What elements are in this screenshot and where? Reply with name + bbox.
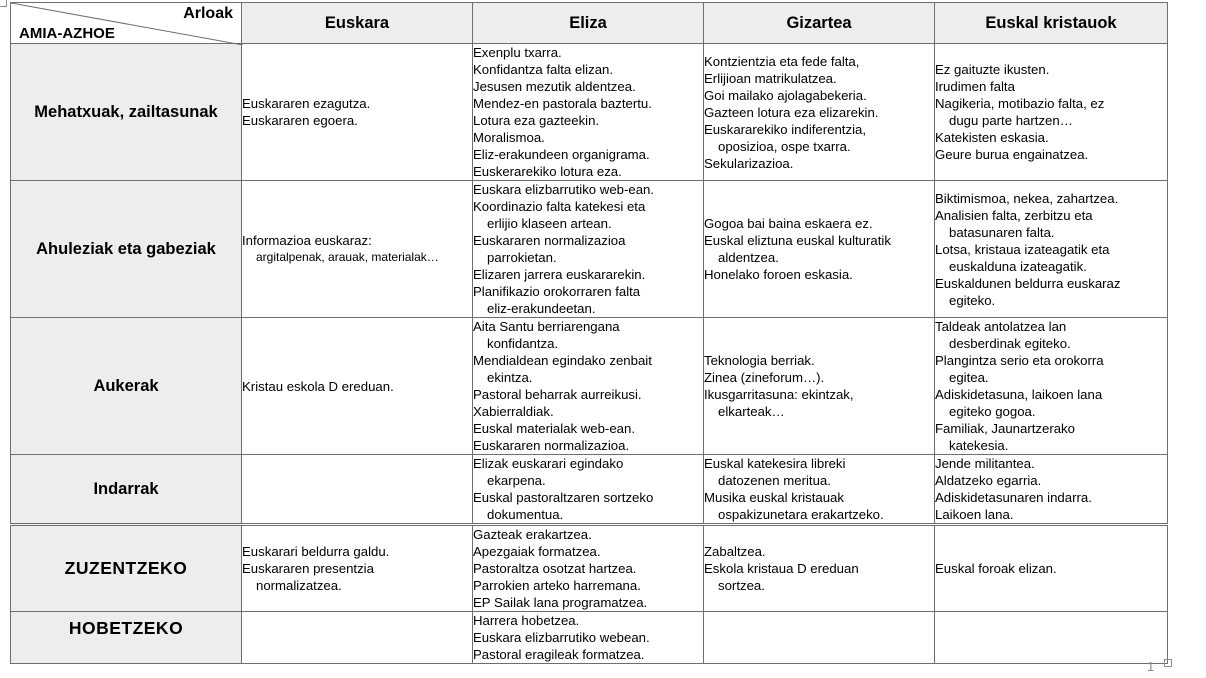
cell-item-text: Ikusgarritasuna: ekintzak,	[704, 387, 854, 402]
cell-item	[473, 646, 703, 663]
cell-item	[704, 352, 934, 369]
table-cell	[242, 318, 473, 455]
cell-item-text: Aldatzeko egarria.	[935, 473, 1042, 488]
cell-item-text: Irudimen falta	[935, 79, 1015, 94]
cell-item-text: Elizaren jarrera euskararekin.	[473, 267, 646, 282]
cell-item-continuation: argitalpenak, arauak, materialak…	[256, 250, 439, 264]
cell-item	[473, 403, 703, 420]
cell-item	[704, 104, 934, 121]
cell-item	[704, 53, 934, 70]
table-cell	[935, 44, 1168, 181]
cell-item-text: Katekisten eskasia.	[935, 130, 1049, 145]
cell-item-continuation: ospakizunetara erakartzeko.	[718, 507, 884, 522]
cell-item-text: Moralismoa.	[473, 130, 545, 145]
cell-item-text: Adiskidetasunaren indarra.	[935, 490, 1092, 505]
table-row	[11, 612, 1168, 664]
cell-item	[935, 207, 1167, 241]
row-header: ZUZENTZEKO	[11, 525, 242, 612]
cell-item	[935, 352, 1167, 386]
cell-item-continuation: sortzea.	[718, 578, 765, 593]
cell-item-text: Goi mailako ajolagabekeria.	[704, 87, 867, 103]
table-row	[11, 181, 1168, 318]
cell-item	[473, 146, 703, 163]
table-row	[11, 525, 1168, 612]
cell-item-text: Sekularizazioa.	[704, 155, 794, 171]
cell-item	[704, 70, 934, 87]
table-cell	[473, 455, 704, 525]
cell-item-text: Mendialdean egindako zenbait	[473, 353, 652, 368]
cell-item	[242, 560, 472, 594]
cell-item-continuation: parrokietan.	[487, 250, 557, 265]
table-row	[11, 455, 1168, 525]
cell-item-text: Harrera hobetzea.	[473, 613, 580, 628]
cell-item-text: Euskarari beldurra galdu.	[242, 544, 390, 559]
table-cell	[242, 44, 473, 181]
cell-item-text: Jesusen mezutik aldentzea.	[473, 79, 636, 94]
cell-item-text: Biktimismoa, nekea, zahartzea.	[935, 190, 1119, 206]
cell-item	[704, 455, 934, 489]
cell-item	[935, 190, 1167, 207]
cell-item	[704, 155, 934, 172]
cell-item	[473, 612, 703, 629]
table-cell	[704, 455, 935, 525]
cell-item-text: Pastoraltza osotzat hartzea.	[473, 561, 637, 576]
row-header: Indarrak	[11, 455, 242, 525]
corner-header	[11, 3, 242, 44]
cell-item-text: Gazteak erakartzea.	[473, 527, 592, 542]
table-row	[11, 44, 1168, 181]
row-header: Ahuleziak eta gabeziak	[11, 181, 242, 318]
cell-item	[473, 560, 703, 577]
cell-item-continuation: ekarpena.	[487, 473, 546, 488]
cell-item-text: Plangintza serio eta orokorra	[935, 353, 1104, 368]
cell-item	[935, 318, 1167, 352]
cell-item-continuation: normalizatzea.	[256, 578, 342, 593]
cell-item	[473, 112, 703, 129]
cell-item-continuation: eliz-erakundeetan.	[487, 301, 596, 316]
cell-item	[473, 198, 703, 232]
cell-item	[473, 594, 703, 611]
cell-item-text: Familiak, Jaunartzerako	[935, 421, 1075, 436]
cell-item-text: Kontzientzia eta fede falta,	[704, 53, 860, 69]
cell-item	[704, 87, 934, 104]
table-cell	[935, 455, 1168, 525]
cell-item-text: Apezgaiak formatzea.	[473, 544, 601, 559]
table-cell	[242, 455, 473, 525]
column-header-gizartea: Gizartea	[704, 3, 935, 44]
cell-item	[935, 78, 1167, 95]
table-cell	[242, 181, 473, 318]
cell-item	[473, 78, 703, 95]
table-cell	[242, 612, 473, 664]
cell-item-text: Gogoa bai baina eskaera ez.	[704, 216, 873, 231]
cell-item	[473, 44, 703, 61]
cell-item-text: Euskal pastoraltzaren sortzeko	[473, 490, 654, 505]
cell-item-text: Pastoral eragileak formatzea.	[473, 647, 645, 662]
cell-item-text: Konfidantza falta elizan.	[473, 62, 614, 77]
row-header: HOBETZEKO	[11, 612, 242, 664]
cell-item	[704, 215, 934, 232]
table-cell	[704, 44, 935, 181]
cell-item-text: Ez gaituzte ikusten.	[935, 62, 1050, 77]
cell-item-text: Planifikazio orokorraren falta	[473, 284, 641, 299]
cell-item-text: Euskararen presentzia	[242, 561, 374, 576]
cell-item-text: Euskara elizbarrutiko web-ean.	[473, 182, 655, 197]
column-header-eliza: Eliza	[473, 3, 704, 44]
cell-item	[473, 437, 703, 454]
table-cell	[473, 318, 704, 455]
cell-item-text: Pastoral beharrak aurreikusi.	[473, 387, 642, 402]
cell-item-text: Musika euskal kristauak	[704, 490, 844, 505]
cell-item	[473, 95, 703, 112]
cell-item	[935, 489, 1167, 506]
cell-item-text: Informazioa euskaraz:	[242, 233, 372, 248]
cell-item	[242, 378, 472, 395]
cell-item	[473, 232, 703, 266]
cell-item-text: Euskararen ezagutza.	[242, 96, 371, 111]
cell-item-continuation: erlijio klaseen artean.	[487, 216, 612, 231]
cell-item	[704, 232, 934, 266]
cell-item-continuation: egitea.	[949, 370, 989, 385]
cell-item-text: Geure burua engainatzea.	[935, 147, 1089, 162]
table-cell	[935, 181, 1168, 318]
cell-item	[242, 95, 472, 112]
cell-item	[704, 121, 934, 155]
cell-item	[473, 352, 703, 386]
cell-item	[473, 318, 703, 352]
cell-item-text: Zabaltzea.	[704, 544, 766, 559]
cell-item-text: Euskal eliztuna euskal kulturatik	[704, 233, 891, 248]
cell-item	[935, 506, 1167, 523]
cell-item	[473, 386, 703, 403]
cell-item-text: Honelako foroen eskasia.	[704, 267, 853, 282]
cell-item	[242, 112, 472, 129]
cell-item-text: Aita Santu berriarengana	[473, 319, 620, 334]
cell-item-continuation: konfidantza.	[487, 336, 559, 351]
cell-item	[473, 543, 703, 560]
cell-item-text: EP Sailak lana programatzea.	[473, 595, 648, 610]
cell-item-text: Taldeak antolatzea lan	[935, 319, 1067, 334]
table-cell	[704, 612, 935, 664]
cell-item-text: Parrokien arteko harremana.	[473, 578, 641, 593]
cell-item	[704, 266, 934, 283]
cell-item-text: Euskararen normalizazioa	[473, 233, 626, 248]
cell-item-text: Nagikeria, motibazio falta, ez	[935, 96, 1105, 111]
cell-item-text: Euskaldunen beldurra euskaraz	[935, 275, 1121, 291]
cell-item-text: Lotsa, kristaua izateagatik eta	[935, 241, 1110, 257]
cell-item	[935, 560, 1167, 577]
cell-item-continuation: aldentzea.	[718, 250, 779, 265]
cell-item-text: Xabierraldiak.	[473, 404, 554, 419]
table-cell	[473, 525, 704, 612]
corner-bottom-label: AMIA-AZHOE	[19, 25, 115, 42]
table-cell	[935, 318, 1168, 455]
corner-crop-mark	[0, 0, 7, 7]
cell-item	[935, 129, 1167, 146]
cell-item-continuation: oposizioa, ospe txarra.	[718, 138, 851, 154]
cell-item-text: Kristau eskola D ereduan.	[242, 378, 394, 394]
cell-item	[935, 472, 1167, 489]
cell-item	[935, 61, 1167, 78]
cell-item-text: Euskerarekiko lotura eza.	[473, 164, 622, 179]
cell-item-text: Euskararekiko indiferentzia,	[704, 121, 866, 137]
cell-item	[473, 283, 703, 317]
cell-item	[935, 455, 1167, 472]
column-header-euskal-kristauok: Euskal kristauok	[935, 3, 1168, 44]
cell-item-continuation: dugu parte hartzen…	[949, 113, 1073, 128]
table-cell	[242, 525, 473, 612]
table-cell	[935, 612, 1168, 664]
cell-item-text: Elizak euskarari egindako	[473, 456, 624, 471]
table-cell	[704, 525, 935, 612]
cell-item	[704, 386, 934, 420]
cell-item-continuation: batasunaren falta.	[949, 224, 1055, 240]
cell-item-text: Analisien falta, zerbitzu eta	[935, 207, 1093, 223]
cell-item	[473, 489, 703, 523]
table-cell	[704, 318, 935, 455]
cell-item-text: Koordinazio falta katekesi eta	[473, 199, 646, 214]
cell-item-text: Euskararen egoera.	[242, 113, 358, 128]
cell-item	[473, 420, 703, 437]
cell-item-text: Adiskidetasuna, laikoen lana	[935, 387, 1103, 402]
cell-item	[242, 543, 472, 560]
cell-item	[935, 420, 1167, 454]
cell-item	[704, 369, 934, 386]
corner-top-label: Arloak	[183, 5, 233, 22]
cell-item-text: Zinea (zineforum…).	[704, 370, 825, 385]
cell-item-text: Lotura eza gazteekin.	[473, 113, 600, 128]
cell-item	[935, 386, 1167, 420]
column-header-euskara: Euskara	[242, 3, 473, 44]
cell-item-continuation: egiteko gogoa.	[949, 404, 1036, 419]
cell-item	[704, 543, 934, 560]
table-row	[11, 318, 1168, 455]
cell-item	[473, 266, 703, 283]
cell-item	[473, 577, 703, 594]
cell-item-text: Jende militantea.	[935, 456, 1035, 471]
cell-item-continuation: elkarteak…	[718, 404, 785, 419]
cell-item	[473, 163, 703, 180]
cell-item-text: Euskal materialak web-ean.	[473, 421, 635, 436]
swot-table	[10, 2, 1168, 664]
cell-item-text: Eliz-erakundeen organigrama.	[473, 147, 650, 162]
table-cell	[473, 44, 704, 181]
cell-item	[704, 560, 934, 594]
cell-item-continuation: datozenen meritua.	[718, 473, 831, 488]
cell-item-continuation: egiteko.	[949, 292, 996, 308]
page-number: 1	[1147, 659, 1155, 674]
cell-item-continuation: euskalduna izateagatik.	[949, 258, 1087, 274]
end-of-cell-mark	[1164, 659, 1172, 667]
cell-item-text: Laikoen lana.	[935, 507, 1014, 522]
row-header: Mehatxuak, zailtasunak	[11, 44, 242, 181]
cell-item	[935, 275, 1167, 309]
cell-item	[473, 629, 703, 646]
cell-item-text: Teknologia berriak.	[704, 353, 815, 368]
cell-item	[935, 146, 1167, 163]
cell-item-text: Euskararen normalizazioa.	[473, 438, 630, 453]
row-header: Aukerak	[11, 318, 242, 455]
table-cell	[473, 612, 704, 664]
cell-item-text: Exenplu txarra.	[473, 45, 562, 60]
table-cell	[473, 181, 704, 318]
cell-item	[473, 61, 703, 78]
cell-item	[473, 526, 703, 543]
cell-item-text: Gazteen lotura eza elizarekin.	[704, 104, 879, 120]
cell-item-text: Eskola kristaua D ereduan	[704, 561, 859, 576]
cell-item-text: Euskal katekesira libreki	[704, 456, 846, 471]
cell-item	[473, 181, 703, 198]
cell-item	[473, 129, 703, 146]
cell-item	[242, 232, 472, 266]
cell-item-continuation: ekintza.	[487, 370, 533, 385]
cell-item	[935, 241, 1167, 275]
cell-item-continuation: dokumentua.	[487, 507, 564, 522]
cell-item-text: Euskara elizbarrutiko webean.	[473, 630, 650, 645]
cell-item	[473, 455, 703, 489]
table-cell	[704, 181, 935, 318]
cell-item-text: Erlijioan matrikulatzea.	[704, 70, 837, 86]
cell-item-continuation: katekesia.	[949, 438, 1009, 453]
cell-item-continuation: desberdinak egiteko.	[949, 336, 1071, 351]
cell-item-text: Euskal foroak elizan.	[935, 561, 1057, 576]
cell-item	[935, 95, 1167, 129]
cell-item-text: Mendez-en pastorala baztertu.	[473, 96, 652, 111]
cell-item	[704, 489, 934, 523]
table-cell	[935, 525, 1168, 612]
